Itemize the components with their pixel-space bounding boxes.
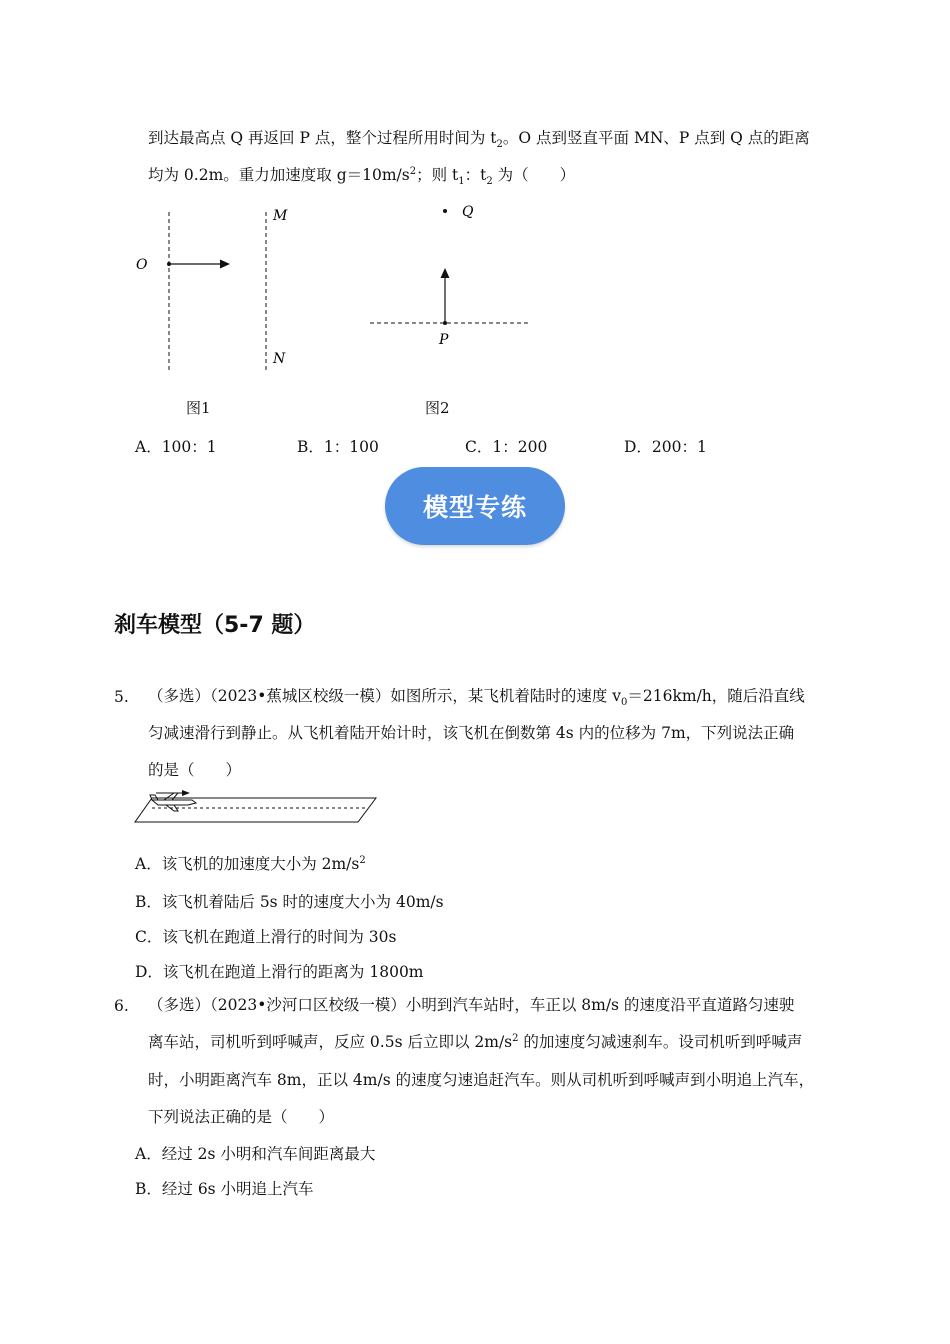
q6-option-b: B．经过 6s 小明追上汽车: [135, 1180, 314, 1198]
q4-line-2-sub2: 2: [486, 176, 493, 188]
q4-line-2-b: ；则 t: [416, 166, 459, 184]
q4-option-b: B．1：100: [297, 438, 379, 456]
model-practice-banner: [385, 467, 565, 545]
q4-line-2-a: 均为 0.2m。重力加速度取 g＝10m/s: [148, 166, 410, 184]
runway-outline: [135, 798, 376, 822]
fig1-label-o: O: [136, 257, 148, 273]
q4-line-1-end: 。O 点到竖直平面 MN、P 点到 Q 点的距离: [502, 129, 810, 147]
q4-line-1-sub: 2: [496, 139, 503, 151]
q5-line-1: [148, 686, 805, 709]
q6-line-2: [148, 1032, 802, 1052]
q4-line-1: [148, 128, 810, 151]
q4-line-2-c: ：t: [464, 166, 487, 184]
fig1-arrow-head: [220, 260, 230, 269]
q4-line-2: [148, 165, 576, 188]
q5-option-a: [135, 852, 366, 874]
q6-line-2-a: 离车站，司机听到呼喊声，反应 0.5s 后立即以 2m/s: [148, 1033, 513, 1051]
fig1-caption: 图1: [186, 399, 211, 417]
fig2-point-q: [443, 209, 447, 213]
q5-line-3: 的是（ ）: [148, 761, 242, 779]
q5-option-a-text: A．该飞机的加速度大小为 2m/s: [135, 855, 360, 873]
fig2-label-q: Q: [462, 204, 474, 220]
q4-option-a: A．100：1: [135, 438, 217, 456]
runway-figure: [130, 788, 385, 828]
q5-option-b: B．该飞机着陆后 5s 时的速度大小为 40m/s: [135, 893, 444, 911]
fig2-caption: 图2: [425, 399, 450, 417]
fig1-label-n: N: [273, 351, 286, 367]
fig2-label-p: P: [439, 332, 449, 348]
q5-option-a-sup: 2: [359, 854, 366, 866]
q4-line-2-sup: 2: [409, 165, 417, 177]
q6-line-1: （多选）（2023•沙河口区校级一模）小明到汽车站时，车正以 8m/s 的速度沿平直道路匀速驶: [148, 996, 795, 1014]
section-title: 刹车模型（5-7 题）: [114, 613, 316, 638]
q5-line-1-sub: 0: [621, 697, 628, 709]
figure-1: [130, 200, 310, 380]
q4-line-2-sub1: 1: [458, 176, 465, 188]
q5-line-1-a: （多选）（2023•蕉城区校级一模）如图所示，某飞机着陆时的速度 v: [148, 687, 622, 705]
q6-number: 6.: [114, 997, 129, 1015]
q6-line-4: 下列说法正确的是（ ）: [148, 1108, 335, 1126]
figure-2: [360, 195, 540, 355]
q5-option-c: C．该飞机在跑道上滑行的时间为 30s: [135, 928, 397, 946]
q6-line-3: 时，小明距离汽车 8m，正以 4m/s 的速度匀速追赶汽车。则从司机听到呼喊声到小明追上汽车，: [148, 1071, 815, 1089]
q4-line-1-text: 到达最高点 Q 再返回 P 点，整个过程所用时间为 t: [148, 129, 497, 147]
q6-line-2-sup: 2: [512, 1032, 519, 1044]
banner-text: 模型专练: [422, 493, 527, 522]
q5-option-d: D．该飞机在跑道上滑行的距离为 1800m: [135, 963, 424, 981]
q4-option-c: C．1：200: [465, 438, 548, 456]
fig2-arrow-head: [441, 268, 450, 278]
q5-number: 5.: [114, 688, 129, 706]
q6-option-a: A．经过 2s 小明和汽车间距离最大: [135, 1145, 376, 1163]
fig1-label-m: M: [273, 208, 288, 224]
q4-line-2-d: 为（ ）: [492, 166, 576, 184]
q4-option-d: D．200：1: [624, 438, 707, 456]
velocity-arrow-head: [182, 790, 190, 796]
q5-line-1-b: ＝216km/h，随后沿直线: [627, 687, 805, 705]
q5-line-2: 匀减速滑行到静止。从飞机着陆开始计时，该飞机在倒数第 4s 内的位移为 7m，下列说法正确: [148, 724, 795, 742]
q6-line-2-b: 的加速度匀减速刹车。设司机听到呼喊声: [518, 1033, 803, 1051]
